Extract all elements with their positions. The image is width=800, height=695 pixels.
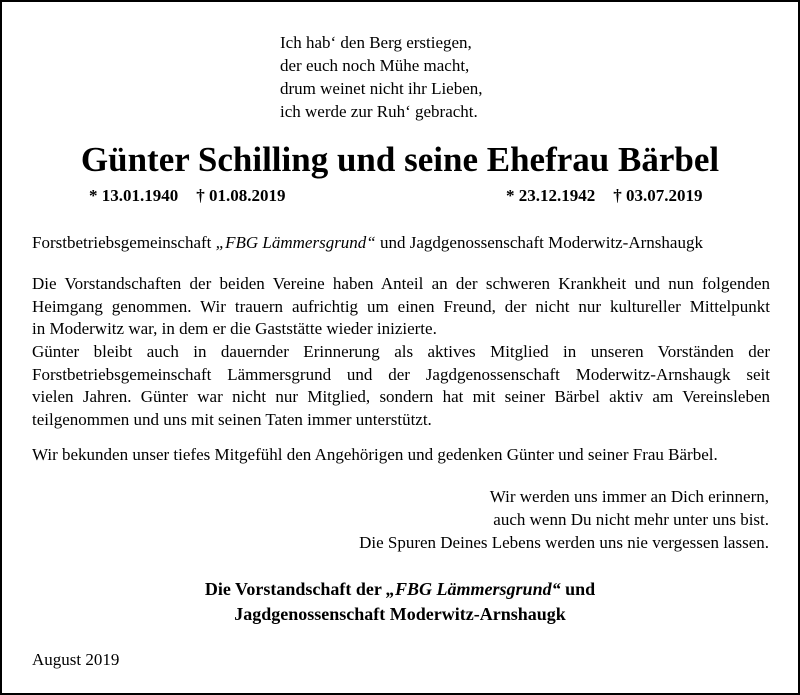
poem-line: drum weinet nicht ihr Lieben, [280, 79, 483, 98]
poem-line: der euch noch Mühe macht, [280, 56, 470, 75]
paragraph-line: Günter bleibt auch in dauernder Erinnerung als aktives Mitglied in unseren Vorständen der [32, 342, 770, 361]
guenter-dates [89, 184, 286, 208]
paragraph-line: teilgenommen und uns mit seinen Taten immer unterstützt. [32, 409, 432, 429]
poem-line: Ich hab‘ den Berg erstiegen, [280, 33, 472, 52]
paragraph-line: Heimgang genommen. Wir trauern aufrichtig um einen Freund, der nicht nur kultureller Mittelpunkt [32, 296, 770, 316]
signature-suffix: und [560, 579, 596, 599]
guenter-death-date: † 01.08.2019 [196, 186, 286, 205]
paragraph-sympathy: Wir bekunden unser tiefes Mitgefühl den Angehörigen und gedenken Günter und seiner Frau Bärbel. [32, 445, 718, 464]
baerbel-dates [506, 184, 703, 208]
intro-prefix: Forstbetriebsgemeinschaft [32, 233, 216, 252]
signature-line-1 [0, 577, 800, 602]
intro-name: „FBG Lämmersgrund“ [215, 233, 376, 252]
paragraph-line: vielen Jahren. Günter war nicht nur Mitglied, sondern hat mit seiner Bärbel aktiv am Vereinsleben [32, 387, 770, 406]
baerbel-death-date: † 03.07.2019 [613, 186, 703, 205]
footer-date: August 2019 [32, 650, 120, 669]
guenter-birth-date: * 13.01.1940 [89, 186, 179, 205]
paragraph-line: in Moderwitz war, in dem er die Gaststätte wieder inizierte. [32, 319, 437, 338]
intro-line [32, 232, 770, 255]
notice-title: Günter Schilling und seine Ehefrau Bärbel [80, 140, 720, 179]
signature-org-name: „FBG Lämmersgrund“ [386, 579, 561, 599]
baerbel-birth-date: * 23.12.1942 [506, 186, 596, 205]
signature-prefix: Die Vorstandschaft der [204, 579, 387, 599]
signature-line-2: Jagdgenossenschaft Moderwitz-Arnshaugk [234, 604, 566, 624]
paragraph-line: Forstbetriebsgemeinschaft Lämmersgrund und der Jagdgenossenschaft Moderwitz-Arnshaugk seit [32, 364, 770, 384]
poem-line: ich werde zur Ruh‘ gebracht. [280, 102, 478, 121]
closing-line: Die Spuren Deines Lebens werden uns nie vergessen lassen. [359, 533, 769, 552]
paragraph-condolence [32, 273, 770, 341]
paragraph-line: Die Vorstandschaften der beiden Vereine haben Anteil an der schweren Krankheit und nun folgenden [32, 274, 770, 293]
closing-verse [359, 485, 769, 554]
closing-line: auch wenn Du nicht mehr unter uns bist. [493, 510, 769, 529]
signature-block [0, 577, 800, 627]
closing-line: Wir werden uns immer an Dich erinnern, [489, 487, 769, 506]
memorial-poem [280, 31, 483, 123]
intro-suffix: und Jagdgenossenschaft Moderwitz-Arnshaugk [375, 233, 703, 252]
paragraph-memory [32, 341, 770, 431]
